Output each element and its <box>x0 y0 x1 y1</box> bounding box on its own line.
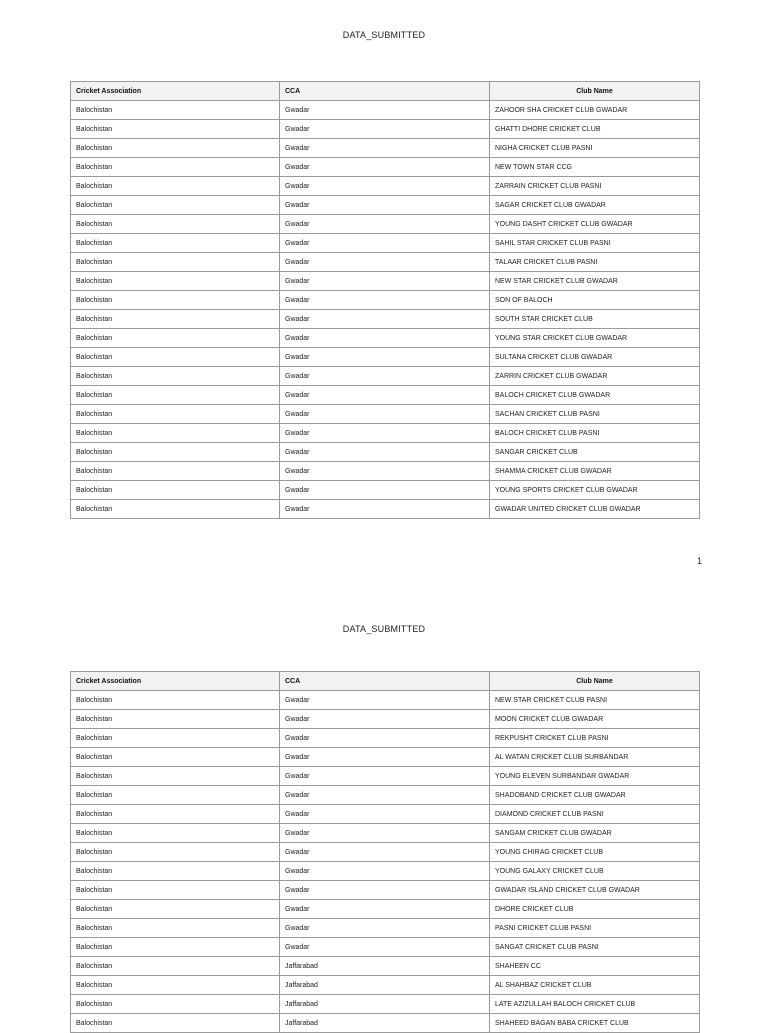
cricket-association-cell: Balochistan <box>71 291 280 310</box>
table-row <box>71 196 700 215</box>
table-row <box>71 424 700 443</box>
cca-cell: Jaffarabad <box>280 976 490 995</box>
cca-cell: Gwadar <box>280 748 490 767</box>
club-name-cell: GHATTI DHORE CRICKET CLUB <box>490 120 700 139</box>
cricket-association-cell: Balochistan <box>71 900 280 919</box>
cricket-association-cell: Balochistan <box>71 234 280 253</box>
table-row <box>71 462 700 481</box>
club-name-cell: SULTANA CRICKET CLUB GWADAR <box>490 348 700 367</box>
table-row <box>71 919 700 938</box>
cricket-association-cell: Balochistan <box>71 101 280 120</box>
cricket-association-cell: Balochistan <box>71 405 280 424</box>
cca-cell: Gwadar <box>280 786 490 805</box>
cricket-association-cell: Balochistan <box>71 805 280 824</box>
table-row <box>71 139 700 158</box>
table-row <box>71 957 700 976</box>
cca-cell: Gwadar <box>280 291 490 310</box>
table-row <box>71 310 700 329</box>
table-row <box>71 881 700 900</box>
table-header-row <box>71 82 700 101</box>
club-name-cell: SANGAM CRICKET CLUB GWADAR <box>490 824 700 843</box>
cca-cell: Jaffarabad <box>280 995 490 1014</box>
table-row <box>71 443 700 462</box>
cricket-association-cell: Balochistan <box>71 691 280 710</box>
table-row <box>71 405 700 424</box>
page-number: 1 <box>696 556 702 566</box>
cca-cell: Gwadar <box>280 405 490 424</box>
club-name-cell: TALAAR CRICKET CLUB PASNI <box>490 253 700 272</box>
header-cca: CCA <box>280 82 490 101</box>
cricket-association-cell: Balochistan <box>71 253 280 272</box>
cca-cell: Gwadar <box>280 462 490 481</box>
club-name-cell: PASNI CRICKET CLUB PASNI <box>490 919 700 938</box>
table-row <box>71 272 700 291</box>
club-name-cell: DIAMOND CRICKET CLUB PASNI <box>490 805 700 824</box>
cricket-association-cell: Balochistan <box>71 329 280 348</box>
cca-cell: Gwadar <box>280 767 490 786</box>
club-name-cell: SACHAN CRICKET CLUB PASNI <box>490 405 700 424</box>
table-row <box>71 386 700 405</box>
club-name-cell: AL SHAHBAZ CRICKET CLUB <box>490 976 700 995</box>
club-name-cell: YOUNG GALAXY CRICKET CLUB <box>490 862 700 881</box>
club-name-cell: NIGHA CRICKET CLUB PASNI <box>490 139 700 158</box>
cca-cell: Gwadar <box>280 900 490 919</box>
cca-cell: Gwadar <box>280 386 490 405</box>
cca-cell: Jaffarabad <box>280 957 490 976</box>
cricket-association-cell: Balochistan <box>71 367 280 386</box>
table-row <box>71 500 700 519</box>
page-title: DATA_SUBMITTED <box>342 624 426 634</box>
cricket-association-cell: Balochistan <box>71 120 280 139</box>
cricket-association-cell: Balochistan <box>71 786 280 805</box>
cca-cell: Gwadar <box>280 443 490 462</box>
cca-cell: Gwadar <box>280 215 490 234</box>
cca-cell: Gwadar <box>280 862 490 881</box>
cca-cell: Gwadar <box>280 881 490 900</box>
clubs-table <box>70 81 700 519</box>
club-name-cell: NEW TOWN STAR CCG <box>490 158 700 177</box>
table-row <box>71 215 700 234</box>
cca-cell: Gwadar <box>280 919 490 938</box>
cricket-association-cell: Balochistan <box>71 158 280 177</box>
table-row <box>71 367 700 386</box>
club-name-cell: SANGAR CRICKET CLUB <box>490 443 700 462</box>
cca-cell: Gwadar <box>280 424 490 443</box>
club-name-cell: GWADAR UNITED CRICKET CLUB GWADAR <box>490 500 700 519</box>
cca-cell: Gwadar <box>280 272 490 291</box>
table-row <box>71 481 700 500</box>
club-name-cell: BALOCH CRICKET CLUB PASNI <box>490 424 700 443</box>
cricket-association-cell: Balochistan <box>71 1014 280 1033</box>
table-row <box>71 786 700 805</box>
club-name-cell: SHAHEEN CC <box>490 957 700 976</box>
club-name-cell: REKPUSHT CRICKET CLUB PASNI <box>490 729 700 748</box>
club-name-cell: LATE AZIZULLAH BALOCH CRICKET CLUB <box>490 995 700 1014</box>
document-page-2 <box>0 594 768 1027</box>
club-name-cell: ZAHOOR SHA CRICKET CLUB GWADAR <box>490 101 700 120</box>
table-row <box>71 291 700 310</box>
cricket-association-cell: Balochistan <box>71 177 280 196</box>
cricket-association-cell: Balochistan <box>71 139 280 158</box>
cca-cell: Gwadar <box>280 367 490 386</box>
table-row <box>71 691 700 710</box>
cricket-association-cell: Balochistan <box>71 729 280 748</box>
cca-cell: Gwadar <box>280 729 490 748</box>
club-name-cell: GWADAR ISLAND CRICKET CLUB GWADAR <box>490 881 700 900</box>
cca-cell: Jaffarabad <box>280 1014 490 1033</box>
header-cca: CCA <box>280 672 490 691</box>
cricket-association-cell: Balochistan <box>71 424 280 443</box>
cricket-association-cell: Balochistan <box>71 462 280 481</box>
table-row <box>71 843 700 862</box>
cca-cell: Gwadar <box>280 120 490 139</box>
table-row <box>71 767 700 786</box>
header-cricket-association: Cricket Association <box>71 672 280 691</box>
cricket-association-cell: Balochistan <box>71 767 280 786</box>
table-row <box>71 177 700 196</box>
cricket-association-cell: Balochistan <box>71 919 280 938</box>
cca-cell: Gwadar <box>280 158 490 177</box>
header-cricket-association: Cricket Association <box>71 82 280 101</box>
cricket-association-cell: Balochistan <box>71 196 280 215</box>
table-row <box>71 234 700 253</box>
club-name-cell: ZARRIN CRICKET CLUB GWADAR <box>490 367 700 386</box>
cca-cell: Gwadar <box>280 500 490 519</box>
page-title: DATA_SUBMITTED <box>342 30 426 40</box>
table-row <box>71 329 700 348</box>
cricket-association-cell: Balochistan <box>71 710 280 729</box>
table-row <box>71 729 700 748</box>
cricket-association-cell: Balochistan <box>71 386 280 405</box>
cricket-association-cell: Balochistan <box>71 957 280 976</box>
cricket-association-cell: Balochistan <box>71 500 280 519</box>
cricket-association-cell: Balochistan <box>71 976 280 995</box>
cricket-association-cell: Balochistan <box>71 748 280 767</box>
club-name-cell: DHORE CRICKET CLUB <box>490 900 700 919</box>
cricket-association-cell: Balochistan <box>71 862 280 881</box>
club-name-cell: YOUNG SPORTS CRICKET CLUB GWADAR <box>490 481 700 500</box>
table-row <box>71 710 700 729</box>
cca-cell: Gwadar <box>280 691 490 710</box>
cca-cell: Gwadar <box>280 310 490 329</box>
club-name-cell: MOON CRICKET CLUB GWADAR <box>490 710 700 729</box>
cca-cell: Gwadar <box>280 101 490 120</box>
club-name-cell: SHAHEED BAGAN BABA CRICKET CLUB <box>490 1014 700 1033</box>
cricket-association-cell: Balochistan <box>71 843 280 862</box>
cricket-association-cell: Balochistan <box>71 481 280 500</box>
club-name-cell: ZARRAIN CRICKET CLUB PASNI <box>490 177 700 196</box>
club-name-cell: YOUNG STAR CRICKET CLUB GWADAR <box>490 329 700 348</box>
table-row <box>71 748 700 767</box>
club-name-cell: SHADOBAND CRICKET CLUB GWADAR <box>490 786 700 805</box>
club-name-cell: NEW STAR CRICKET CLUB GWADAR <box>490 272 700 291</box>
cca-cell: Gwadar <box>280 710 490 729</box>
cricket-association-cell: Balochistan <box>71 938 280 957</box>
club-name-cell: YOUNG CHIRAG CRICKET CLUB <box>490 843 700 862</box>
clubs-table <box>70 671 700 1033</box>
cca-cell: Gwadar <box>280 139 490 158</box>
cca-cell: Gwadar <box>280 177 490 196</box>
table-row <box>71 348 700 367</box>
cca-cell: Gwadar <box>280 234 490 253</box>
header-club-name: Club Name <box>490 672 700 691</box>
club-name-cell: YOUNG ELEVEN SURBANDAR GWADAR <box>490 767 700 786</box>
cca-cell: Gwadar <box>280 196 490 215</box>
table-row <box>71 1014 700 1033</box>
table-row <box>71 862 700 881</box>
cca-cell: Gwadar <box>280 938 490 957</box>
cricket-association-cell: Balochistan <box>71 348 280 367</box>
table-row <box>71 824 700 843</box>
table-row <box>71 938 700 957</box>
header-club-name: Club Name <box>490 82 700 101</box>
club-name-cell: BALOCH CRICKET CLUB GWADAR <box>490 386 700 405</box>
cca-cell: Gwadar <box>280 843 490 862</box>
cca-cell: Gwadar <box>280 805 490 824</box>
table-row <box>71 900 700 919</box>
table-row <box>71 995 700 1014</box>
club-name-cell: SHAMMA CRICKET CLUB GWADAR <box>490 462 700 481</box>
table-row <box>71 805 700 824</box>
table-row <box>71 120 700 139</box>
cca-cell: Gwadar <box>280 824 490 843</box>
table-header-row <box>71 672 700 691</box>
cca-cell: Gwadar <box>280 329 490 348</box>
club-name-cell: SAGAR CRICKET CLUB GWADAR <box>490 196 700 215</box>
cricket-association-cell: Balochistan <box>71 215 280 234</box>
cca-cell: Gwadar <box>280 348 490 367</box>
club-name-cell: YOUNG DASHT CRICKET CLUB GWADAR <box>490 215 700 234</box>
table-row <box>71 158 700 177</box>
club-name-cell: SON OF BALOCH <box>490 291 700 310</box>
table-row <box>71 253 700 272</box>
cricket-association-cell: Balochistan <box>71 443 280 462</box>
club-name-cell: SANGAT CRICKET CLUB PASNI <box>490 938 700 957</box>
cricket-association-cell: Balochistan <box>71 881 280 900</box>
club-name-cell: SOUTH STAR CRICKET CLUB <box>490 310 700 329</box>
club-name-cell: NEW STAR CRICKET CLUB PASNI <box>490 691 700 710</box>
club-name-cell: AL WATAN CRICKET CLUB SURBANDAR <box>490 748 700 767</box>
cricket-association-cell: Balochistan <box>71 272 280 291</box>
table-row <box>71 101 700 120</box>
cricket-association-cell: Balochistan <box>71 824 280 843</box>
cca-cell: Gwadar <box>280 253 490 272</box>
cricket-association-cell: Balochistan <box>71 995 280 1014</box>
cca-cell: Gwadar <box>280 481 490 500</box>
club-name-cell: SAHIL STAR CRICKET CLUB PASNI <box>490 234 700 253</box>
cricket-association-cell: Balochistan <box>71 310 280 329</box>
table-row <box>71 976 700 995</box>
